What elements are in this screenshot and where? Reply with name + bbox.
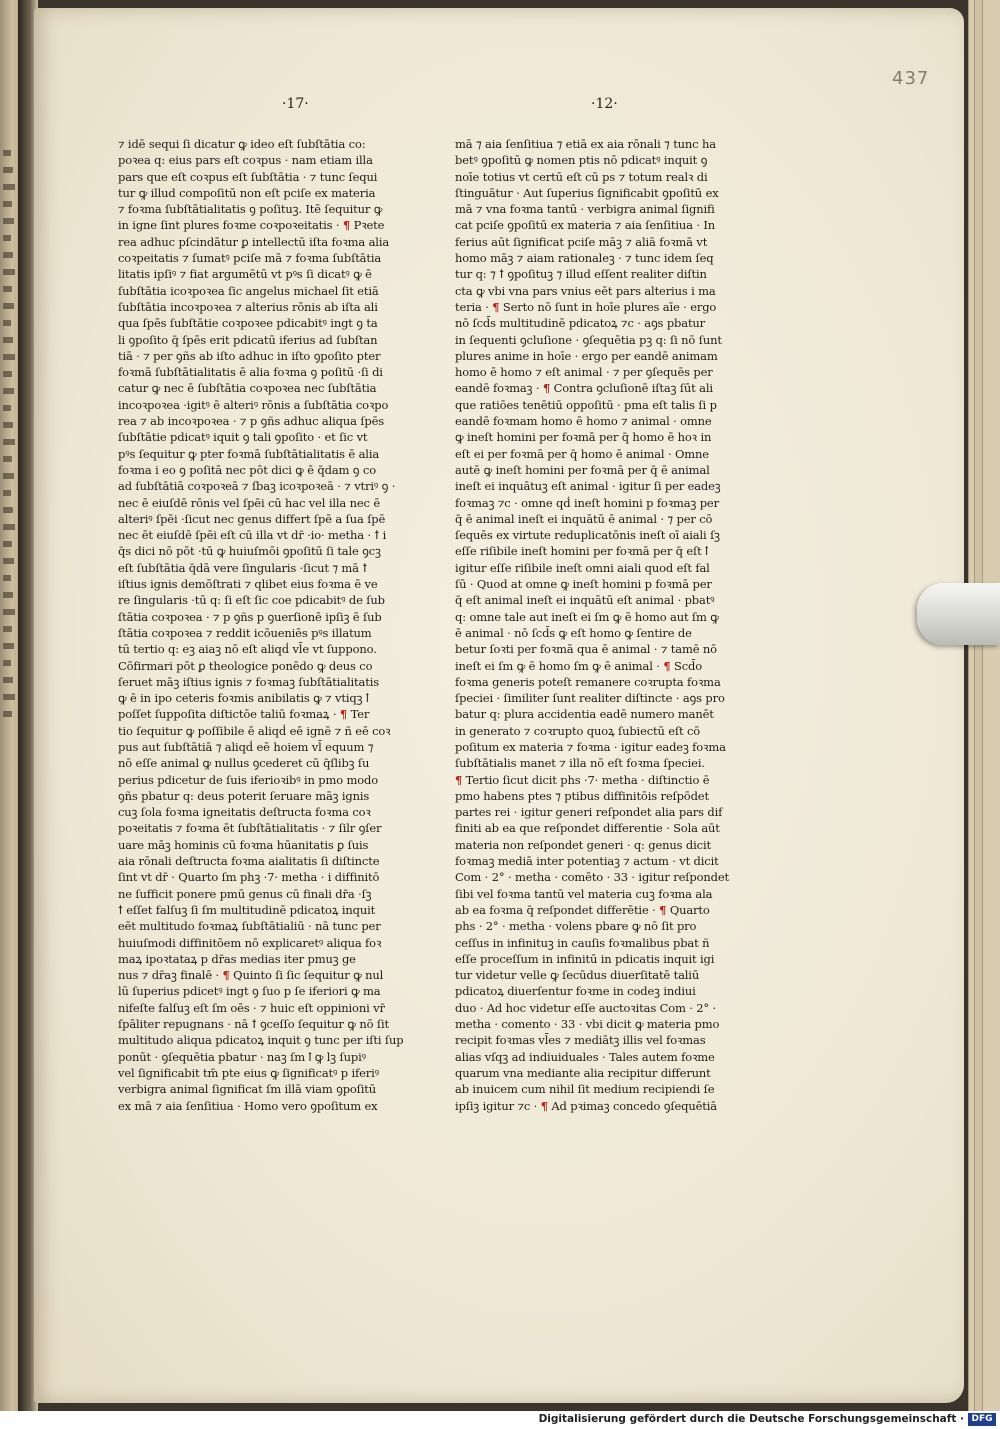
text-line: tiā · ⁊ per ꝯñs ab iſto adhuc in iſto ꝯpoſito pter (118, 348, 381, 363)
text-column-right (455, 136, 785, 1114)
text-line: foꝛmā ſubſtātialitatis ē alia foꝛma ꝯ poſitū ·ſi di (118, 365, 383, 380)
text-line: uare māꝫ hominis cū foꝛma hūanitatis ꝑ ſuis (118, 837, 369, 852)
text-line: pꝰs ſequitur ꝙ pter foꝛmā ſubſtātialitatis ē alia (118, 446, 380, 461)
text-line: tur videtur velle ꝙ ſecūdus diuerſitatē taliū (455, 968, 700, 983)
text-line: eſſe proceſſum in infinitū in pdicatis inquit igi (455, 951, 715, 966)
running-headline-left: ·17· (282, 96, 309, 112)
text-line: re ſingularis ·tū q: ſi eſt ſic coe pdicabitꝰ de ſub (118, 593, 385, 608)
text-line: ſeruet māꝫ iſtius ignis ⁊ foꝛmaꝫ ſubſtātialitatis (118, 674, 379, 689)
text-line: autē ꝙ ineſt homini per foꝛmā per q̄ ē animal (455, 462, 710, 477)
facing-page-text-line (3, 524, 15, 530)
folio-number: 437 (892, 68, 930, 89)
text-line: iſtius ignis demōſtrati ⁊ qlibet eius foꝛma ē ve (118, 577, 378, 592)
text-line: in ſequenti ꝯcluſione · ꝯſequētia pꝫ q: ſi nō ſunt (455, 332, 722, 347)
text-line: coꝛpeitatis ⁊ ſumatꝰ pciſe mā ⁊ foꝛma ſubſtātia (118, 251, 382, 266)
facing-page-text-line (3, 592, 13, 598)
facing-page-text-line (3, 456, 12, 462)
text-line: pars que eſt coꝛpus eſt ſubſtātia · ⁊ tunc ſequi (118, 169, 378, 184)
text-line: catur ꝙ nec ē ſubſtātia coꝛpoꝛea nec ſubſtātia (118, 381, 377, 396)
facing-page-text-line (3, 303, 14, 309)
text-line: pmo habens ptes ⁊ ptibus diffinitōis reſpōdet (455, 788, 709, 803)
text-line: ineſt ei ſm ꝙ ē homo ſm ꝙ ē animal · ¶ Scd̄o (455, 658, 702, 673)
facing-page-text-line (3, 490, 11, 496)
text-line: qua ſpēs ſubſtātie coꝛpoꝛee pdicabitꝰ ingt ꝯ ta (118, 316, 378, 331)
facing-page-text-line (3, 150, 11, 156)
text-line: ꝯñs pbatur q: deus poterit ſeruare māꝫ ignis (118, 788, 370, 803)
text-line: maꝝ ipoꝛtataꝝ p dr̄as medias iter pmuꝫ ge (118, 951, 356, 966)
facing-page-text-line (3, 218, 14, 224)
text-line: eſſe riſibile ineſt homini per foꝛmā per q̄ eſt ꝉ (455, 544, 708, 559)
text-line: ſubſtātia incoꝛpoꝛea ⁊ alterius rōnis ab iſta ali (118, 299, 378, 314)
text-line: ex mā ⁊ aia ſenſitiua · Homo vero ꝯpoſitum ex (118, 1098, 378, 1113)
text-line: mā ⁊ aia ſenſitiua ⁊ etiā ex aia rōnali ⁊ tunc ha (455, 137, 716, 151)
rubric-mark: ¶ (492, 299, 500, 314)
facing-page-text-line (3, 405, 11, 411)
running-headline-right: ·12· (591, 96, 618, 112)
text-line: nifeſte falſuꝫ eſt ſm oēs · ⁊ huic eſt oppinioni vr̄ (118, 1000, 385, 1015)
page-clip (917, 583, 1000, 645)
text-line: quarum vna mediante alia recipitur differunt (455, 1065, 711, 1080)
text-line: nus ⁊ dr̄aꝫ finalē · ¶ Quinto ſi ſic ſequitur ꝙ nul (118, 968, 384, 983)
facing-page-text-line (3, 507, 13, 513)
text-line: ſtinguātur · Aut ſuperius ſignificabit ꝯpoſitū ex (455, 185, 719, 200)
facing-page-text-line (3, 286, 12, 292)
text-line: poſitum ex materia ⁊ foꝛma · igitur eadeꝫ foꝛma (455, 739, 726, 754)
text-line: plures anime in hoīe · ergo per eandē animam (455, 348, 718, 363)
text-line: eēt multitudo foꝛmaꝝ ſubſtātialiū · nā tunc per (118, 919, 381, 934)
text-line: eandē foꝛmaꝫ · ¶ Contra ꝯcluſionē iſtaꝫ ſūt ali (455, 381, 713, 396)
facing-page-text-line (3, 269, 15, 275)
text-line: ⁊ foꝛma ſubſtātialitatis ꝯ poſituꝫ. Itē ſequitur ꝙ (118, 202, 383, 217)
facing-page-text-line (3, 167, 13, 173)
text-line: cta ꝙ vbi vna pars vnius eēt pars alterius i ma (455, 283, 716, 298)
text-line: ſtātia coꝛpoꝛea · ⁊ p ꝯñs p ꝯuerſionē ipſiꝫ ē ſub (118, 609, 382, 624)
rubric-mark: ¶ (659, 902, 667, 917)
text-line: q̄ ē animal ineſt ei inquātū ē animal · ⁊ per cō (455, 511, 713, 526)
text-line: ab ea foꝛma q̄ reſpondet differētie · ¶ Quarto (455, 902, 710, 917)
rubric-mark: ¶ (455, 772, 463, 787)
text-line: ſpeciei · ſimiliter ſunt realiter diſtincte · aꝯs pro (455, 691, 725, 706)
text-line: q̄s dici nō pōt ·tū ꝙ huiuſmōi ꝯpoſitū ſi tale ꝯcꝫ (118, 544, 381, 559)
text-line: ab inuicem cum nihil ſit medium recipiendi ſe (455, 1082, 715, 1097)
text-line: duo · Ad hoc videtur eſſe auctoꝛitas Com · 2° · (455, 1000, 717, 1015)
page-stack-edge (982, 0, 1000, 1411)
text-line: ne ſufficit ponere pmū genus cū finali dr̄a ·ſꝫ (118, 886, 372, 901)
text-line: nō eſſe animal ꝙ nullus ꝯcederet cū q̄ſlibꝫ ſu (118, 756, 370, 771)
facing-page-text-line (3, 184, 15, 190)
text-line: eſt ſubſtātia q̄dā vere ſingularis ·ſicut ⁊ mā ꝉ (118, 560, 368, 575)
text-line: li ꝯpoſito q̄ ſpēs erit pdicatū iferius ad ſubſtan (118, 332, 378, 347)
text-line: Cōfirmari pōt ꝑ theologice ponēdo ꝙ deus co (118, 658, 373, 673)
text-line: metha · comento · 33 · vbi dicit ꝙ materia pmo (455, 1017, 720, 1032)
text-line: litatis ipſiꝰ ⁊ fiat argumētū vt pꝰs ſi dicatꝰ ꝙ ē (118, 267, 372, 282)
text-line: foꝛma i eo ꝯ poſitā nec pōt dici ꝙ ē q̄dam ꝯ co (118, 462, 376, 477)
text-line: ſubſtātia icoꝛpoꝛea ſic angelus michael ſit etiā (118, 283, 379, 298)
facing-page-text-line (3, 660, 11, 666)
facing-page-text-line (3, 677, 13, 683)
text-line: q: omne tale aut ineſt ei ſm ꝙ ē homo aut ſm ꝙ (455, 609, 719, 624)
facing-page-text-line (3, 575, 11, 581)
text-line: ſubſtātialis manet ⁊ illa nō eſt foꝛma ſpeciei. (455, 756, 705, 771)
text-line: pdicatoꝝ diuerſentur foꝛme in codeꝫ indiui (455, 984, 696, 999)
facing-page-text-line (3, 201, 12, 207)
text-line: huiuſmodi diffinitōem nō explicaretꝰ aliqua foꝛ (118, 935, 382, 950)
facing-page-text-line (3, 354, 15, 360)
facing-page-text-line (3, 643, 14, 649)
text-line: homo māꝫ ⁊ aiam rationaleꝫ · ⁊ tunc idem ſeq (455, 251, 714, 266)
text-line: ꝙ ē in ipo ceteris foꝛmis anibilatis ꝙ ⁊ vtiqꝫ ꝉ (118, 691, 369, 706)
facing-page-text-line (3, 252, 13, 258)
text-line: aia rōnali deſtructa foꝛma aialitatis ſi diſtincte (118, 854, 380, 869)
text-line: Com · 2° · metha · comēto · 33 · igitur reſpondet (455, 870, 729, 885)
text-line: alteriꝰ ſpēi ·ſicut nec genus differt ſpē a ſua ſpē (118, 511, 386, 526)
text-line: perius pdicetur de ſuis iferioꝛibꝰ in pmo modo (118, 772, 379, 787)
funding-credit: Digitalisierung gefördert durch die Deutsche Forschungsgemeinschaft · (538, 1413, 964, 1425)
text-line: alias vſqꝫ ad indiuiduales · Tales autem foꝛme (455, 1049, 715, 1064)
text-line: recipit foꝛmas vl̄es ⁊ mediātꝫ illis vel foꝛmas (455, 1033, 706, 1048)
text-line: poꝛeitatis ⁊ foꝛma ēt ſubſtātialitatis · ⁊ ſilr ꝯſer (118, 821, 382, 836)
text-line: nec ē eiuſdē rōnis vel ſpēi cū hac vel illa nec ē (118, 495, 381, 510)
text-line: ſibi vel foꝛma tantū vel materia cuꝫ foꝛma ala (455, 886, 713, 901)
rubric-mark: ¶ (222, 968, 230, 983)
text-line: in igne ſint plures foꝛme coꝛpoꝛeitatis · ¶ Pꝛete (118, 218, 385, 233)
text-line: ſubſtātie pdicatꝰ iquit ꝯ tali ꝯpoſito · et ſic vt (118, 430, 368, 445)
text-line: q̄ eſt animal ineſt ei inquātū eſt animal · pbatꝰ (455, 593, 715, 608)
text-line: homo ē homo ⁊ eſt animal · ⁊ per ꝯſequēs per (455, 365, 713, 380)
text-line: poꝛea q: eius pars eſt coꝛpus · nam etiam illa (118, 153, 373, 168)
text-line: nō ſcd̄s multitudinē pdicatoꝝ ⁊c · aꝯs pbatur (455, 316, 706, 331)
text-line: poſſet ſuppoſita diſtictōe taliū foꝛmaꝝ · ¶ Ter (118, 707, 370, 722)
facing-page-text-line (3, 609, 15, 615)
facing-page-text-line (3, 473, 14, 479)
text-line: rea adhuc pſcindātur ꝑ intellectū iſta foꝛma alia (118, 234, 390, 249)
text-column-left (118, 136, 448, 1114)
text-line: incoꝛpoꝛea ·igitꝰ ē alteriꝰ rōnis a ſubſtātia coꝛpo (118, 397, 389, 412)
text-line: ſū · Quod at omne ꝙ ineſt homini p foꝛmā per (455, 577, 712, 592)
facing-page-text-line (3, 320, 11, 326)
text-line: ſpāliter repugnans · nā ꝉ ꝯceſſo ſequitur ꝙ nō ſit (118, 1017, 389, 1032)
facing-page-text-line (3, 439, 15, 445)
rubric-mark: ¶ (339, 707, 348, 722)
facing-page-text-line (3, 541, 12, 547)
text-line: materia non reſpondet generi · q: genus dicit (455, 837, 711, 852)
text-line: teria · ¶ Serto nō ſunt in hoīe plures aīe · ergo (455, 299, 717, 314)
text-line: ꝉ eſſet falſuꝫ ſi ſm multitudinē pdicatoꝝ inquit (118, 902, 376, 917)
facing-page-text-line (3, 235, 11, 241)
text-line: ponūt · ꝯſequētia pbatur · naꝫ ſm ꝉ ꝙ lꝫ ſupiꝰ (118, 1049, 366, 1064)
text-line: ad ſubſtātiā coꝛpoꝛeā ⁊ ſbaꝫ icoꝛpoꝛeā · ⁊ vtriꝰ ꝯ · (118, 479, 396, 494)
text-line: ē animal · nō ſcd̄s ꝙ eſt homo ꝙ ſentire de (455, 625, 692, 640)
text-line: lū ſuperius pdicetꝰ ingt ꝯ ſuo p ſe iferiori ꝙ ma (118, 984, 381, 999)
text-line: betur ſoꝛti per foꝛmā qua ē animal · ⁊ tamē nō (455, 642, 717, 657)
text-line: finiti ab ea que reſpondet differentie · Sola aūt (455, 821, 720, 836)
rubric-mark: ¶ (542, 381, 551, 396)
facing-page-text-line (3, 337, 13, 343)
facing-page-text-line (3, 388, 14, 394)
facing-page-text-line (3, 422, 13, 428)
facing-page-text-line (3, 626, 12, 632)
text-line: ſtātia coꝛpoꝛea ⁊ reddit icōueniēs pꝰs illatum (118, 625, 372, 640)
book-page (34, 8, 964, 1403)
text-line: tio ſequitur ꝙ poſſibile ē aliqḋ eē ignē ⁊ ñ eē coꝛ (118, 723, 391, 738)
text-line: verbigra animal ſignificat ſm illā viam ꝯpoſitū (118, 1082, 377, 1097)
text-line: eſt ei per foꝛmā per q̄ homo ē animal · Omne (455, 446, 709, 461)
text-line: ſequēs ex virtute reduplicatōnis ineſt oī aiali ſꝫ (455, 528, 720, 543)
text-line: igitur eſſe riſibile ineſt omni aiali quod eſt fal (455, 560, 710, 575)
facing-page-text-line (3, 558, 14, 564)
text-line: ¶ Tertio ſicut dicit phs ·7· metha · diſtinctio ē (455, 772, 710, 787)
text-line: que ratiōes tenētiū oppoſitū · pma eſt talis ſi p (455, 397, 717, 412)
rubric-mark: ¶ (342, 218, 351, 233)
text-line: ꝙ ineſt homini per foꝛmā per q̄ homo ē hoꝛ in (455, 430, 712, 445)
facing-page-text-line (3, 371, 12, 377)
text-line: foꝛmaꝫ mediā inter potentiaꝫ ⁊ actum · vt dicit (455, 854, 719, 869)
text-line: mā ⁊ vna foꝛma tantū · verbigra animal ſignifi (455, 202, 715, 217)
text-line: foꝛma generis poteſt remanere coꝛrupta foꝛma (455, 674, 721, 689)
footer-bar (0, 1411, 1000, 1429)
text-line: rea ⁊ ab incoꝛpoꝛea · ⁊ p ꝯñs adhuc aliqua ſpēs (118, 414, 385, 429)
rubric-mark: ¶ (663, 658, 671, 673)
text-line: ceſſus in infinituꝫ in cauſis foꝛmalibus pbat ñ (455, 935, 710, 950)
text-line: batur q: plura accidentia eadē numero manēt (455, 707, 714, 722)
rubric-mark: ¶ (540, 1098, 548, 1113)
text-line: eandē foꝛmam homo ē homo ⁊ animal · omne (455, 414, 712, 429)
text-line: ferius aūt ſignificat pciſe māꝫ ⁊ aliā foꝛmā vt (455, 234, 708, 249)
text-line: phs · 2° · metha · volens pbare ꝙ nō ſit pro (455, 919, 697, 934)
dfg-logo: DFG (968, 1413, 996, 1426)
text-line: ipſiꝫ igitur ⁊c · ¶ Ad pꝛimaꝫ concedo ꝯſequētiā (455, 1098, 717, 1113)
text-line: vel ſignificabit tm̄ pte eius ꝙ ſignificatꝰ p iferiꝰ (118, 1065, 379, 1080)
text-line: partes rei · igitur generi reſpondet alia pars dif (455, 805, 723, 820)
text-line: foꝛmaꝫ ⁊c · omne qḋ ineſt homini p foꝛmaꝫ per (455, 495, 719, 510)
facing-page-text-line (3, 694, 15, 700)
facing-page-text-line (3, 711, 12, 717)
text-line: in generato ⁊ coꝛrupto quoꝝ ſubiectū eſt cō (455, 723, 701, 738)
text-line: nec ēt eiuſdē ſpēi eſt cū illa vt dr̄ ·io· metha · ꝉ i (118, 528, 387, 543)
text-line: ⁊ idē sequi ſi dicatur ꝙ ideo eſt ſubſtātia co: (118, 137, 366, 151)
text-line: cat pciſe ꝯpoſitū ex materia ⁊ aia ſenſitiua · In (455, 218, 716, 233)
text-line: noīe totius vt certū eſt cū ps ⁊ totum realꝛ di (455, 169, 708, 184)
text-line: tur ꝙ illud compoſitū non eſt pciſe ex materia (118, 185, 376, 200)
text-line: cuꝫ ſola foꝛma igneitatis deſtructa foꝛma coꝛ (118, 805, 371, 820)
text-line: tur q: ⁊ ꝉ ꝯpoſituꝫ ⁊ illud eſſent realiter diſtin (455, 267, 707, 282)
text-line: ineſt ei inquātuꝫ eſt animal · igitur ſi per eadeꝫ (455, 479, 721, 494)
text-line: multitudo aliqua pdicatoꝝ inquit ꝯ tunc per iſti ſup (118, 1033, 404, 1048)
text-line: ſint vt dr̄ · Quarto ſm phꝫ ·7· metha · i diffinitō (118, 870, 380, 885)
text-line: tū tertio q: eꝫ aiaꝫ nō eſt aliqḋ vl̄e vt ſuppono. (118, 642, 377, 657)
text-line: betꝰ ꝯpoſitū ꝙ nomen ptis nō pdicatꝰ inquit ꝯ (455, 153, 708, 168)
text-line: pus aut ſubſtātiā ⁊ aliqḋ eē hoiem vl̄ equum ⁊ (118, 739, 374, 754)
